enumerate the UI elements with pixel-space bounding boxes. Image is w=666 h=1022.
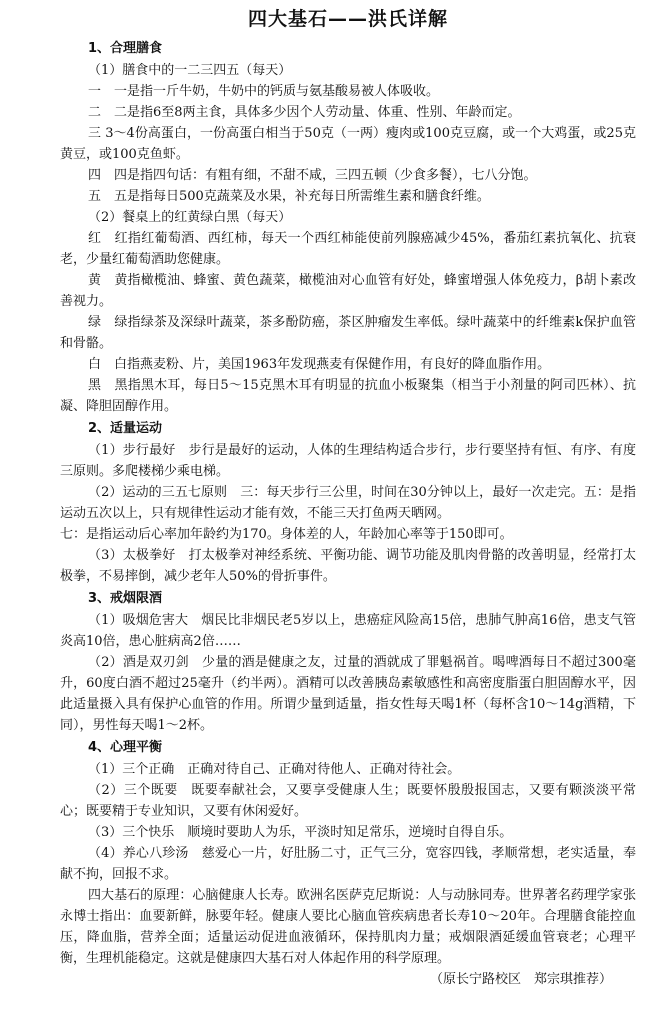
recommender-signature: （原长宁路校区 郑宗琪推荐） (429, 972, 612, 987)
paragraph: 黑 黑指黑木耳，每日5～15克黑木耳有明显的抗血小板聚集（相当于小剂量的阿司匹林）、抗凝、降胆固醇作用。 (60, 378, 636, 414)
paragraph: 七：是指运动后心率加年龄约为170。身体差的人，年龄加心率等于150即可。 (60, 527, 513, 542)
paragraph: （2）运动的三五七原则 三：每天步行三公里，时间在30分钟以上，最好一次走完。五：是指运动五次以上，只有规律性运动才能有效，不能三天打鱼两天晒网。 (60, 485, 636, 521)
paragraph: 四 四是指四句话：有粗有细，不甜不咸，三四五顿（少食多餐），七八分饱。 (88, 168, 537, 183)
paragraph: 五 五是指每日500克蔬菜及水果，补充每日所需维生素和膳食纤维。 (88, 189, 490, 204)
paragraph: 一 一是指一斤牛奶，牛奶中的钙质与氨基酸易被人体吸收。 (88, 84, 440, 99)
paragraph: 红 红指红葡萄酒、西红柿，每天一个西红柿能使前列腺癌减少45%，番茄红素抗氧化、抗衰老，少量红葡萄酒助您健康。 (60, 231, 636, 267)
paragraph: 绿 绿指绿茶及深绿叶蔬菜，茶多酚防癌，茶区肿瘤发生率低。绿叶蔬菜中的纤维素k保护血管和骨骼。 (60, 315, 636, 351)
paragraph: 二 二是指6至8两主食，具体多少因个人劳动量、体重、性别、年龄而定。 (88, 105, 521, 120)
paragraph: （3）太极拳好 打太极拳对神经系统、平衡功能、调节功能及肌肉骨骼的改善明显，经常打太极拳，不易摔倒，减少老年人50%的骨折事件。 (60, 548, 636, 584)
paragraph: （1）步行最好 步行是最好的运动，人体的生理结构适合步行，步行要坚持有恒、有序、有度三原则。多爬楼梯少乘电梯。 (60, 443, 636, 479)
section-heading-mental-balance: 4、心理平衡 (88, 740, 163, 755)
paragraph: （2）酒是双刃剑 少量的酒是健康之友，过量的酒就成了罪魁祸首。喝啤酒每日不超过300毫升，60度白酒不超过25毫升（约半两）。酒精可以改善胰岛素敏感性和高密度脂蛋白胆固醇水平，因此适量摄入具有保护心血管的作用。所谓少量到适量，指女性每天喝1杯（每杯含10～14g酒精，下同），男性每天喝1～2杯。 (60, 655, 636, 733)
page-title: 四大基石——洪氏详解 (247, 8, 448, 30)
paragraph: （1）吸烟危害大 烟民比非烟民老5岁以上，患癌症风险高15倍，患肺气肿高16倍，患支气管炎高10倍，患心脏病高2倍…… (60, 613, 636, 649)
subheading-diet-colors: （2）餐桌上的红黄绿白黑（每天） (88, 210, 292, 225)
section-heading-exercise: 2、适量运动 (88, 421, 163, 436)
section-heading-diet: 1、合理膳食 (88, 41, 163, 56)
paragraph: 白 白指燕麦粉、片，美国1963年发现燕麦有保健作用，有良好的降血脂作用。 (88, 357, 551, 372)
paragraph: （4）养心八珍汤 慈爱心一片，好肚肠二寸，正气三分，宽容四钱，孝顺常想，老实适量，奉献不拘，回报不求。 (60, 846, 636, 882)
paragraph: （1）三个正确 正确对待自己、正确对待他人、正确对待社会。 (88, 762, 461, 777)
section-heading-smoking-drinking: 3、戒烟限酒 (88, 591, 163, 606)
paragraph: （3）三个快乐 顺境时要助人为乐，平淡时知足常乐，逆境时自得自乐。 (88, 825, 513, 840)
paragraph: （2）三个既要 既要奉献社会，又要享受健康人生；既要怀殷殷报国志，又要有颗淡淡平常心；既要精于专业知识，又要有休闲爱好。 (60, 783, 636, 819)
paragraph: 黄 黄指橄榄油、蜂蜜、黄色蔬菜，橄榄油对心血管有好处，蜂蜜增强人体免疫力，β胡卜素改善视力。 (60, 273, 636, 309)
summary-paragraph: 四大基石的原理：心脑健康人长寿。欧洲名医萨克尼斯说：人与动脉同寿。世界著名药理学家张永博士指出：血要新鲜，脉要年轻。健康人要比心脑血管疾病患者长寿10～20年。合理膳食能控血压，降血脂，营养全面；适量运动促进血液循环，保持肌肉力量；戒烟限酒延缓血管衰老；心理平衡，生理机能稳定。这就是健康四大基石对人体起作用的科学原理。 (60, 888, 636, 966)
paragraph: 三 3～4份高蛋白，一份高蛋白相当于50克（一两）瘦肉或100克豆腐，或一个大鸡蛋，或25克黄豆，或100克鱼虾。 (60, 126, 636, 162)
subheading-diet-12345: （1）膳食中的一二三四五（每天） (88, 63, 292, 78)
